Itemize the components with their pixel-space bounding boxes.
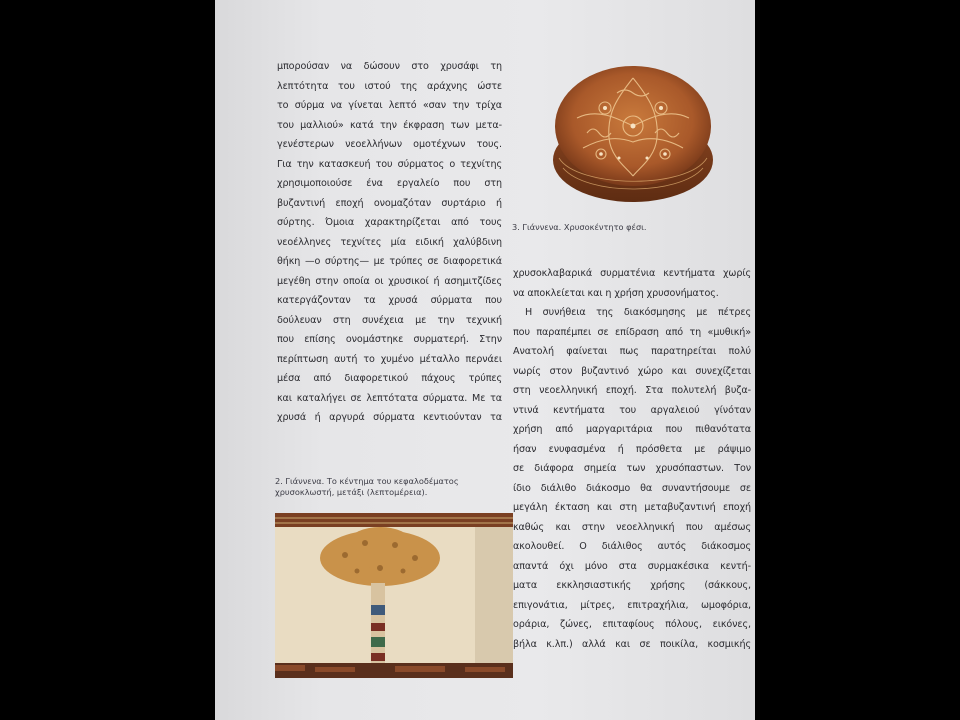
text-line: μπορούσαν να δώσουν στο χρυσάφι τη [277, 61, 502, 72]
text-line: χρυσοκλαβαρικά συρματένια κεντήματα χωρίς [513, 268, 751, 279]
text-line: και καταλήγει σε λεπτότατα σύρματα. Με τα [277, 392, 502, 404]
text-line: σε διάφορα σημεία των χρυσόπαστων. Τον [513, 463, 751, 474]
figure-3-caption: 3. Γιάννενα. Χρυσοκέντητο φέσι. [512, 222, 647, 232]
text-line: χρυσά ή αργυρά σύρματα κεντιούνταν τα [277, 412, 502, 423]
text-line: δούλευαν στη συνέχεια με την τεχνική [277, 314, 502, 326]
text-line: νωρίς στον βυζαντινό χώρο και συνεχίζεται [513, 365, 751, 377]
text-line: βυζαντινή εποχή ονομαζόταν συρτάριο ή [277, 197, 502, 209]
text-line: ήσαν ενυφασμένα ή πρόσθετα με ράψιμο [513, 443, 751, 455]
left-text-column [277, 57, 502, 428]
text-line: ματα εκκλησιαστικής χρήσης (σάκκους, [513, 580, 751, 591]
text-line: βήλα κ.λπ.) αλλά και σε ποικίλα, κοσμικής [513, 638, 751, 650]
text-line: ντινά κεντήματα του αργαλειού γίνόταν [513, 404, 751, 416]
text-line: χρησιμοποιούσε ένα εργαλείο που στη [277, 178, 502, 189]
text-line: απαντά όχι μόνο στα συρμακέσικα κεντή- [513, 560, 751, 572]
text-line: περίπτωση αυτή το χυμένο μέταλλο περνάει [277, 353, 502, 365]
embroidery-photo [275, 513, 513, 678]
text-line: του μαλλιού» κατά την έκφραση των μετα- [277, 119, 502, 131]
text-line: Ανατολή φαίνεται πως παρατηρείται πολύ [513, 346, 751, 357]
text-line: οράρια, ζώνες, επιταφίους πόλους, εικόνες, [513, 619, 751, 630]
text-line: χρήση από μαργαριτάρια που πιθανότατα [513, 424, 751, 435]
text-line: καθώς και στην νεοελληνική που αμέσως [513, 521, 751, 533]
text-line: Για την κατασκευή του σύρματος ο τεχνίτης [277, 158, 502, 170]
book-page [215, 0, 755, 720]
text-line: να αποκλείεται και η χρήση χρυσονήματος. [513, 287, 719, 299]
text-line: που παραπέμπει σε επίδραση από τη «μυθική» [513, 326, 751, 338]
text-line: Η συνήθεια της διακόσμησης με πέτρες [525, 307, 751, 318]
text-line: στη νεοελληνική εποχή. Στα πολυτελή βυζα- [513, 385, 751, 396]
text-line: θήκη —ο σύρτης— με τρύπες σε διαφορετικά [277, 256, 502, 267]
text-line: μέσα από διαφορετικού πάχους τρύπες [277, 373, 502, 384]
text-line: ίδιο διάλιθο διάκοσμο θα συναντήσουμε σε [513, 482, 751, 494]
text-line: το σύρμα να γίνεται λεπτό «σαν την τρίχα [277, 100, 502, 111]
text-line: μεγέθη στην οποία οι χρυσικοί ή ασημιτζίδες [277, 275, 502, 287]
fez-photo [547, 58, 717, 208]
text-line: γενέστερων νεοελλήνων ομοτέχνων τους. [277, 139, 502, 150]
right-text-column [513, 264, 751, 654]
text-line: νεοέλληνες τεχνίτες μία ειδική χαλύβδινη [277, 236, 502, 248]
text-line: σύρτης. Όμοια χαρακτηρίζεται από τους [277, 217, 502, 228]
text-line: ακολουθεί. Ο διάλιθος αυτός διάκοσμος [513, 541, 751, 552]
text-line: επιγονάτια, μίτρες, επιτραχήλια, ωμοφόρια, [513, 599, 751, 611]
text-line: κατεργάζονταν τα χρυσά σύρματα που [277, 295, 502, 306]
figure-2-caption: 2. Γιάννενα. Το κέντημα του κεφαλοδέματος χρυσοκλωστή, μετάξι (λεπτομέρεια). [275, 476, 459, 497]
text-line: λεπτότητα του ιστού της αράχνης ώστε [277, 80, 502, 92]
text-line: που επίσης ονομάστηκε συρματερή. Στην [277, 334, 502, 345]
text-line: μεγάλη έκταση και στη μεταβυζαντινή εποχή [513, 502, 751, 513]
